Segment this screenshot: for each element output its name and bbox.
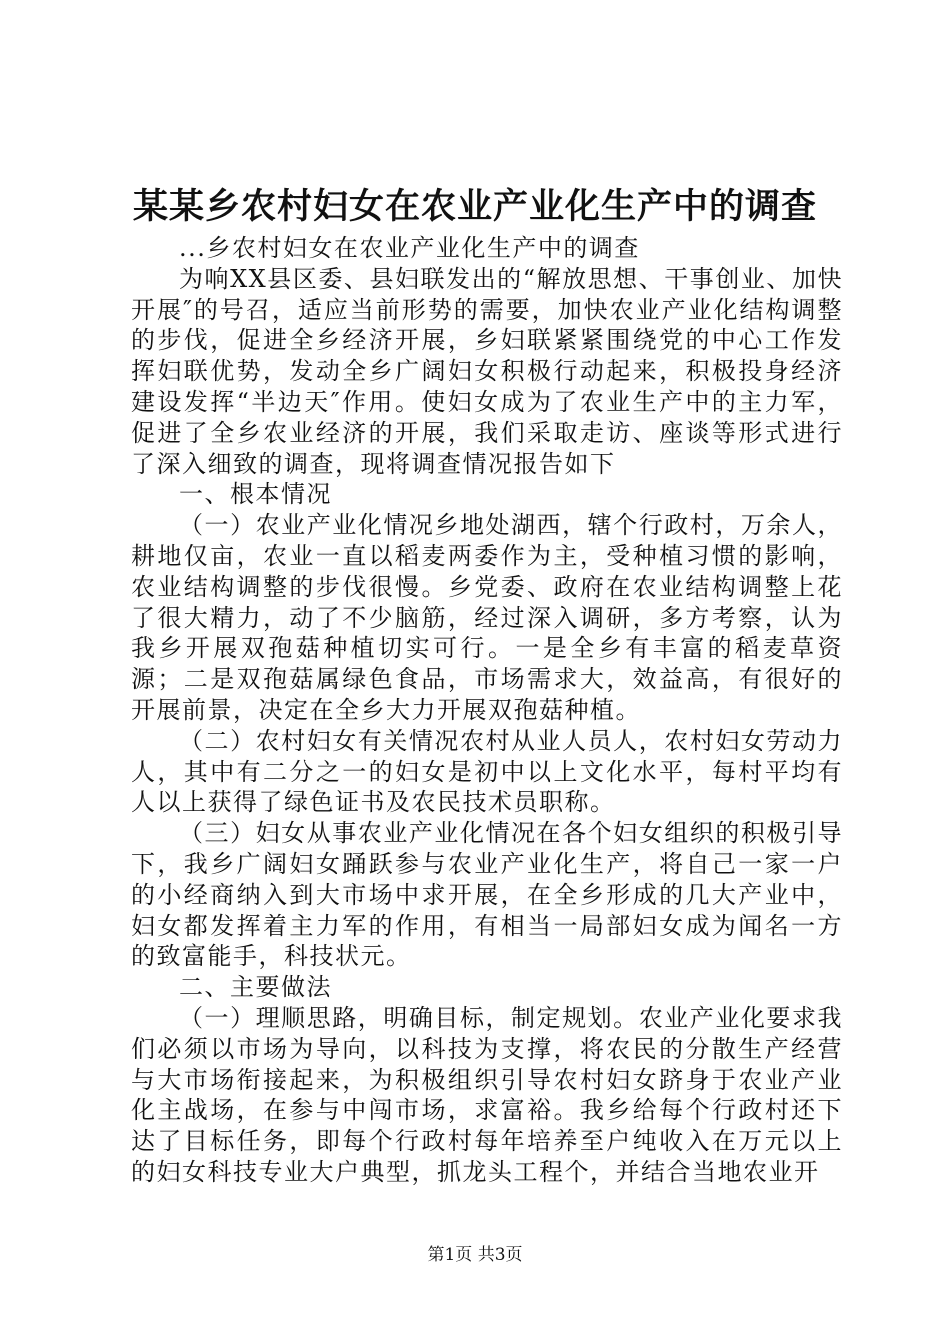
paragraph-intro: 为响XX县区委、县妇联发出的“解放思想、干事创业、加快开展″的号召，适应当前形势的需要，加快农业产业化结构调整的步伐，促进全乡经济开展，乡妇联紧紧围绕党的中心工作发挥妇联优势，发动全乡广阔妇女积极行动起来，积极投身经济建设发挥“半边天″作用。使妇女成为了农业生产中的主力军，促进了全乡农业经济的开展，我们采取走访、座谈等形式进行了深入细致的调查，现将调查情况报告如下 — [131, 264, 843, 478]
paragraph-women-participation: （三）妇女从事农业产业化情况在各个妇女组织的积极引导下，我乡广阔妇女踊跃参与农业产业化生产，将自己一家一户的小经商纳入到大市场中求开展，在全乡形成的几大产业中，妇女都发挥着主力军的作用，有相当一局部妇女成为闻名一方的致富能手，科技状元。 — [131, 819, 843, 971]
page-number-footer: 第1页 共3页 — [427, 1245, 523, 1265]
document-body — [131, 233, 843, 1188]
document-title: 某某乡农村妇女在农业产业化生产中的调查 — [132, 186, 817, 227]
paragraph-agri-industrialization: （一）农业产业化情况乡地处湖西，辖个行政村，万余人，耕地仅亩，农业一直以稻麦两委作为主，受种植习惯的影响，农业结构调整的步伐很慢。乡党委、政府在农业结构调整上花了很大精力，动了不少脑筋，经过深入调研，多方考察，认为我乡开展双孢菇种植切实可行。一是全乡有丰富的稻麦草资源；二是双孢菇属绿色食品，市场需求大，效益高，有很好的开展前景，决定在全乡大力开展双孢菇种植。 — [131, 511, 843, 724]
section-heading-methods: 二、主要做法 — [179, 973, 332, 1002]
subtitle-line: ...乡农村妇女在农业产业化生产中的调查 — [179, 234, 640, 262]
section-heading-basic: 一、根本情况 — [179, 480, 332, 509]
paragraph-planning: （一）理顺思路，明确目标，制定规划。农业产业化要求我们必须以市场为导向，以科技为支撑，将农民的分散生产经营与大市场衔接起来，为积极组织引导农村妇女跻身于农业产业化主战场，在参与中闯市场，求富裕。我乡给每个行政村还下达了目标任务，即每个行政村每年培养至户纯收入在万元以上的妇女科技专业大户典型，抓龙头工程个，并结合当地农业开 — [131, 1003, 843, 1186]
paragraph-rural-women: （二）农村妇女有关情况农村从业人员人，农村妇女劳动力人，其中有二分之一的妇女是初中以上文化水平，每村平均有人以上获得了绿色证书及农民技术员职称。 — [131, 726, 843, 817]
